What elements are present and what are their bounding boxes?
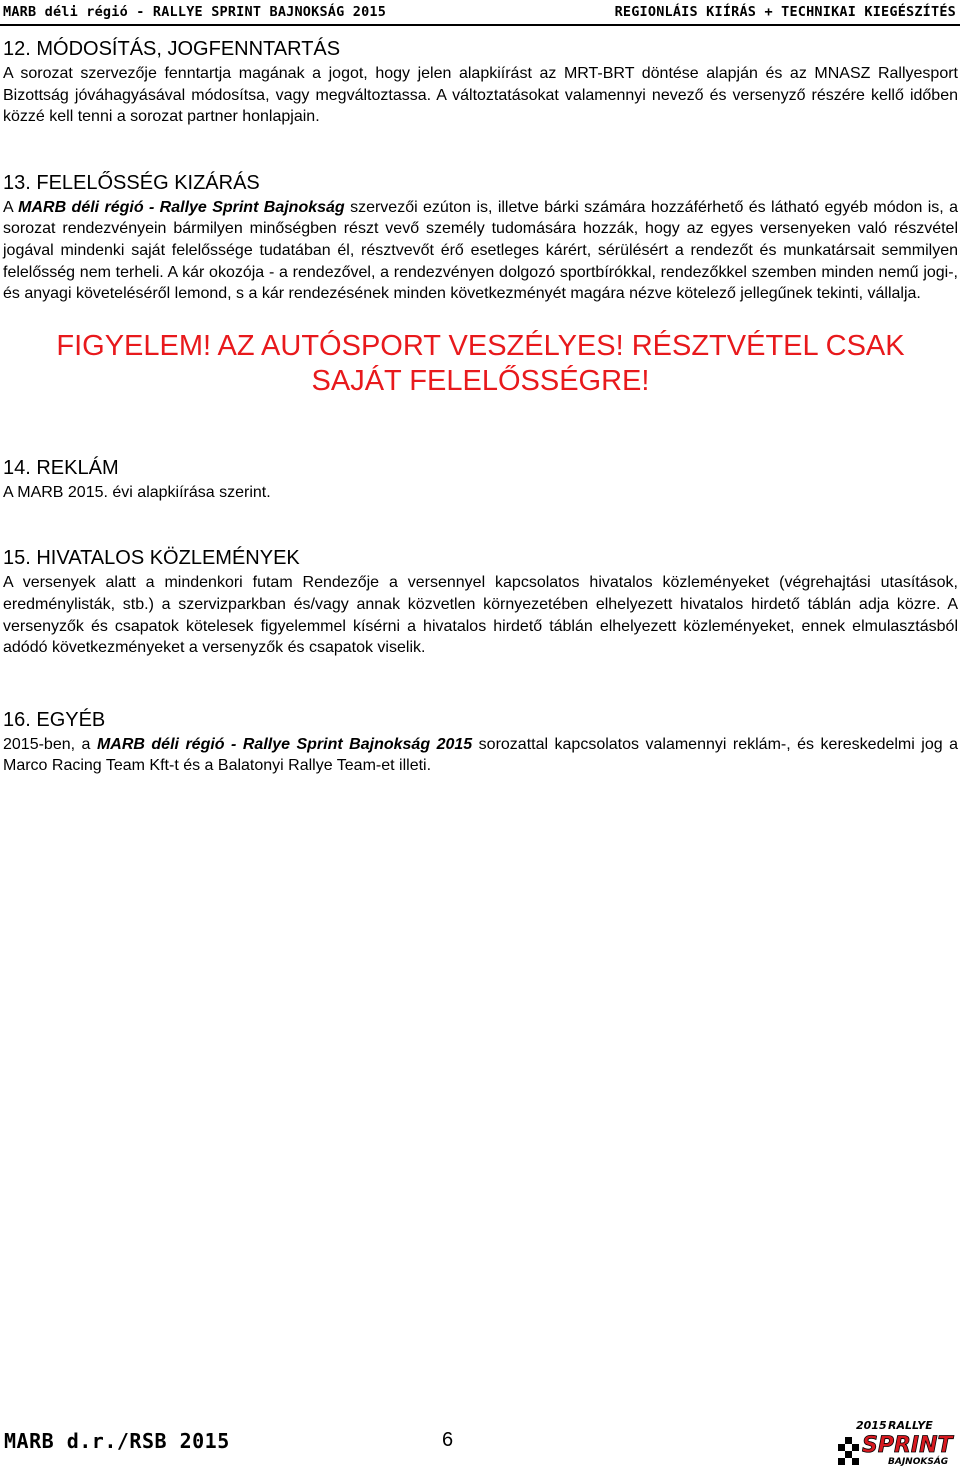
checkered-flag-icon xyxy=(838,1437,859,1465)
warning-line-1: FIGYELEM! AZ AUTÓSPORT VESZÉLYES! RÉSZTVÉTEL CSAK xyxy=(56,329,905,362)
footer-series-label: MARB d.r./RSB 2015 xyxy=(4,1429,230,1453)
section-13 xyxy=(3,170,958,305)
section-13-title: 13. FELELŐSSÉG KIZÁRÁS xyxy=(3,171,260,194)
page-number: 6 xyxy=(442,1429,454,1451)
section-16-prefix: 2015-ben, a xyxy=(3,735,97,753)
section-14 xyxy=(3,455,958,504)
warning-line-2: SAJÁT FELELŐSSÉGRE! xyxy=(311,364,650,397)
section-14-title: 14. REKLÁM xyxy=(3,456,119,479)
logo-word-1: RALLYE xyxy=(888,1419,933,1432)
section-16 xyxy=(3,707,958,777)
header-left-title: MARB déli régió - RALLYE SPRINT BAJNOKSÁG 2015 xyxy=(3,4,387,20)
logo-word-3: BAJNOKSÁG xyxy=(888,1457,949,1467)
section-13-emphasis: MARB déli régió - Rallye Sprint Bajnokság xyxy=(18,198,345,216)
warning-banner xyxy=(3,329,958,399)
page-header xyxy=(0,0,960,26)
section-16-rest: sorozattal kapcsolatos valamennyi reklám-, és kereskedelmi jog a Marco Racing Team Kft-t és a Balatonyi Rallye Team-et illeti. xyxy=(3,735,959,775)
section-16-emphasis: MARB déli régió - Rallye Sprint Bajnokság 2015 xyxy=(96,735,473,753)
section-13-prefix: A xyxy=(3,198,19,216)
rallye-sprint-logo xyxy=(836,1416,958,1470)
section-16-title: 16. EGYÉB xyxy=(3,708,106,731)
section-15 xyxy=(3,545,958,658)
header-right-title: REGIONLÁIS KIÍRÁS + TECHNIKAI KIEGÉSZÍTÉS xyxy=(614,4,956,20)
section-12-title: 12. MÓDOSÍTÁS, JOGFENNTARTÁS xyxy=(3,38,341,60)
section-13-body xyxy=(3,197,958,305)
section-13-rest: szervezői ezúton is, illetve bárki számára hozzáférhető és látható egyéb módon is, a sorozat rendezvényein bármilyen minőségben részt vevő személy tudomására hozzák, hogy az egyes versenyeken való részvétel jogával mindenki saját felelőssége tudatában él, résztvevőt érő esetleges kárért, sérülésért a rendezőt és munkatársait semmilyen felelősség nem terheli. A kár okozója - a rendezővel, a rendezvényen dolgozó sportbírókkal, rendezőkkel szemben minden nemű jogi-, és anyagi követeléséről lemond, s a kár rendezésének minden következményét magára nézve kötelező jellegűnek tekinti, vállalja. xyxy=(3,198,959,303)
section-14-body: A MARB 2015. évi alapkiírása szerint. xyxy=(3,483,271,501)
section-15-body: A versenyek alatt a mindenkori futam Rendezője a versennyel kapcsolatos hivatalos közleményeket (végrehajtási utasítások, eredménylisták, stb.) a szervizparkban és/vagy annak közvetlen környezetében elhelyezett hivatalos hirdető táblán adja közre. A versenyzők és csapatok kötelesek figyelemmel kísérni a hivatalos hirdető táblán elhelyezett közleményeket, ennek elmulasztásból adódó következményeket a versenyzők és csapatok viselik. xyxy=(3,574,958,657)
logo-year: 2015 xyxy=(856,1419,887,1432)
section-12-body: A sorozat szervezője fenntartja magának a jogot, hogy jelen alapkiírást az MRT-BRT döntése alapján és az MNASZ Rallyesport Bizottság jóváhagyásával módosítsa, vagy megváltoztassa. A változtatásokat valamennyi nevező és versenyző részére kellő időben közzé kell tenni a sorozat partner honlapjain. xyxy=(3,65,958,126)
section-16-body xyxy=(3,734,958,777)
section-12 xyxy=(3,36,958,128)
document-body xyxy=(3,36,958,819)
section-15-title: 15. HIVATALOS KÖZLEMÉNYEK xyxy=(3,547,300,570)
logo-word-2: SPRINT xyxy=(862,1433,953,1458)
